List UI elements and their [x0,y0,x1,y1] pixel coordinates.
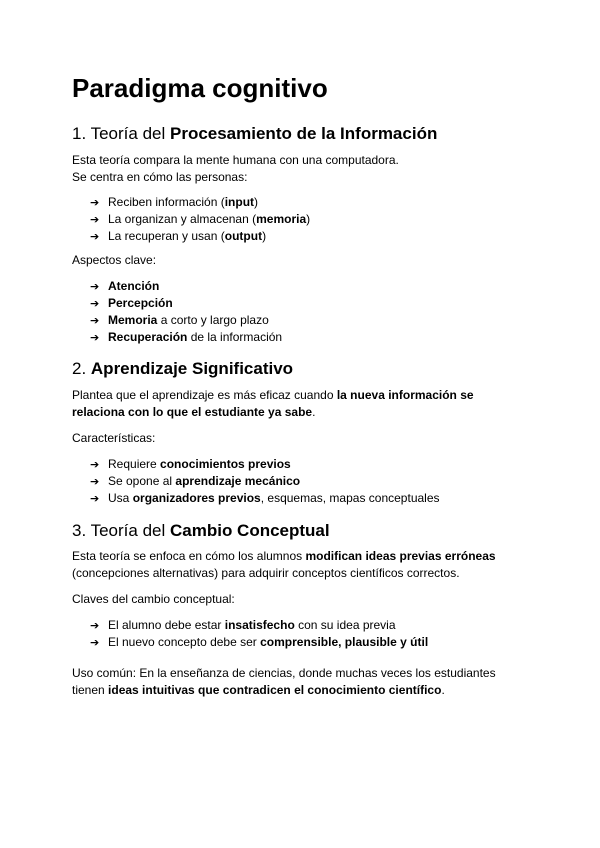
arrow-right-icon: ➔ [90,280,100,293]
section-1-list-io [90,194,310,245]
page-title: Paradigma cognitivo [72,73,328,103]
list-item: ➔ Atención [90,279,160,293]
section-1-intro-line-2: Se centra en cómo las personas: [72,170,248,184]
list-item: ➔ Requiere conocimientos previos [90,457,291,471]
section-3-intro: Esta teoría se enfoca en cómo los alumnos modifican ideas previas erróneas (concepciones alternativas) para adquirir conceptos científicos correctos. [72,549,496,580]
section-2-title: Aprendizaje Significativo [90,359,294,378]
list-item: ➔ La recuperan y usan (output) [90,229,267,243]
list-item: ➔ El alumno debe estar insatisfecho con su idea previa [90,618,396,632]
section-3-list [90,617,428,651]
keys-label: Claves del cambio conceptual: [72,592,235,606]
section-3-number: 3. Teoría del [72,521,170,540]
section-3-title: Cambio Conceptual [169,521,330,540]
features-label: Características: [72,431,156,445]
list-item: ➔ La organizan y almacenan (memoria) [90,212,311,226]
usage-paragraph: Uso común: En la enseñanza de ciencias, donde muchas veces los estudiantes tienen ideas intuitivas que contradicen el conocimiento científico. [72,666,496,697]
section-1-number: 1. Teoría del [72,124,170,143]
section-1-intro [72,152,512,186]
arrow-right-icon: ➔ [90,297,100,310]
section-1-title: Procesamiento de la Información [169,124,438,143]
section-1-heading [72,123,437,145]
list-item: ➔ El nuevo concepto debe ser comprensible, plausible y útil [90,635,429,649]
arrow-right-icon: ➔ [90,475,100,488]
section-1-intro-line-1: Esta teoría compara la mente humana con una computadora. [72,153,399,167]
arrow-right-icon: ➔ [90,331,100,344]
arrow-right-icon: ➔ [90,314,100,327]
section-3-heading [72,520,330,542]
section-2-intro: Plantea que el aprendizaje es más eficaz cuando la nueva información se relaciona con lo que el estudiante ya sabe. [72,388,474,419]
section-2-heading [72,358,293,380]
list-item: ➔ Memoria a corto y largo plazo [90,313,269,327]
list-item: ➔ Se opone al aprendizaje mecánico [90,474,301,488]
aspects-label: Aspectos clave: [72,253,157,267]
arrow-right-icon: ➔ [90,636,100,649]
arrow-right-icon: ➔ [90,619,100,632]
section-2-number: 2. [72,359,91,378]
list-item: ➔ Reciben información (input) [90,195,259,209]
list-item: ➔ Percepción [90,296,173,310]
arrow-right-icon: ➔ [90,492,100,505]
arrow-right-icon: ➔ [90,213,100,226]
arrow-right-icon: ➔ [90,230,100,243]
arrow-right-icon: ➔ [90,458,100,471]
list-item: ➔ Usa organizadores previos, esquemas, mapas conceptuales [90,491,440,505]
section-1-list-aspects [90,278,282,346]
section-2-list [90,456,440,507]
arrow-right-icon: ➔ [90,196,100,209]
list-item: ➔ Recuperación de la información [90,330,283,344]
